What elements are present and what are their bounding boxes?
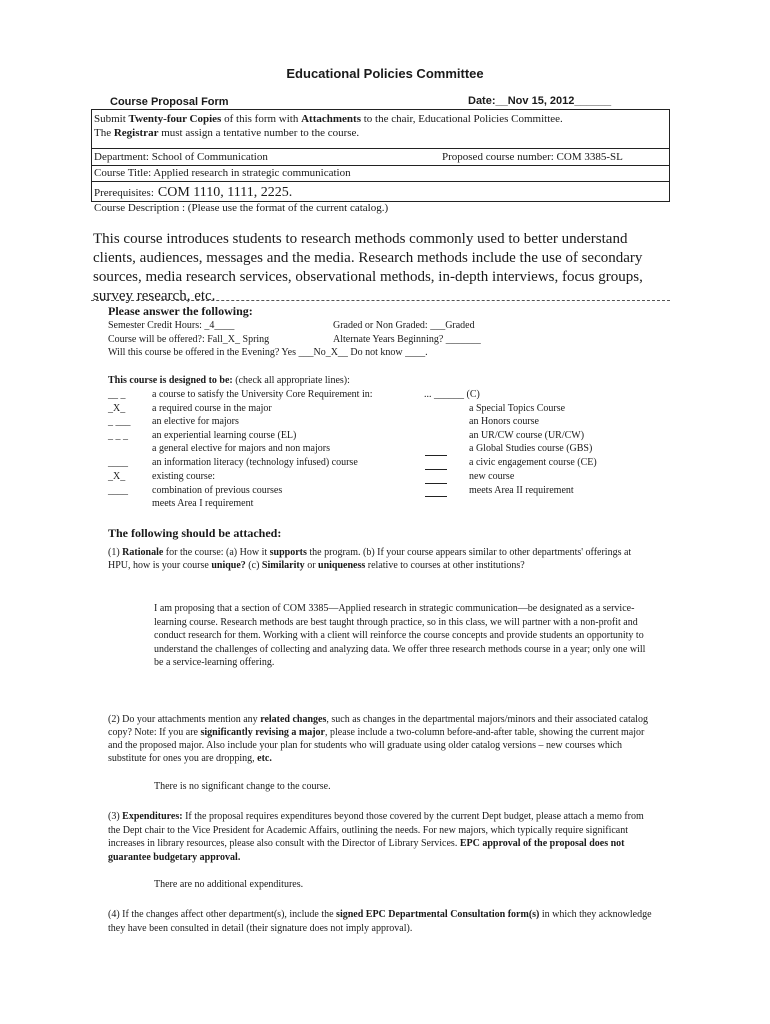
check-blank bbox=[425, 455, 447, 456]
check-mark: _X_ bbox=[108, 471, 126, 482]
check-blank bbox=[425, 483, 447, 484]
check-item: a Special Topics Course bbox=[469, 403, 566, 414]
check-mark: _X_ bbox=[108, 403, 126, 414]
credit-hours-field: Semester Credit Hours: _4____ bbox=[108, 320, 235, 331]
page-title: Educational Policies Committee bbox=[286, 66, 484, 81]
proposed-number-field: Proposed course number: COM 3385-SL bbox=[442, 151, 623, 163]
graded-field: Graded or Non Graded: ___Graded bbox=[333, 320, 475, 331]
item2-answer: There is no significant change to the course. bbox=[154, 781, 331, 792]
course-description: This course introduces students to research methods commonly used to better understand clients, audiences, messages and the media. Research methods include the use of secondary sources, media research services, observational methods, in-depth interviews, focus groups, survey research, etc. bbox=[93, 231, 643, 304]
check-item: new course bbox=[469, 471, 515, 482]
item3-expenditures: (3) Expenditures: If the proposal requires expenditures beyond those covered by the current Dept budget, please attach a memo from the Dept chair to the Vice President for Academic Affairs, outlining the needs. For new majors, which typically require significant increases in library resources, please also consult with the Director of Library Services. EPC approval of the proposal does not guarantee budgetary approval. bbox=[108, 811, 644, 863]
attached-heading: The following should be attached: bbox=[108, 526, 282, 540]
item1-answer: I am proposing that a section of COM 3385—Applied research in strategic communication—be designated as a service-learning course. Research methods are best taught through practice, so in this class, we will partner with a non-profit and conduct research for them. Working with a client will reinforce the course concepts and provide students an opportunity to understand the challenges of collecting and analyzing data. We offer three research methods course in a year; only one will be a service-learning offering. bbox=[154, 603, 646, 668]
check-item: an UR/CW course (UR/CW) bbox=[469, 430, 585, 441]
core-blank: ... ______ (C) bbox=[424, 389, 480, 400]
form-label: Course Proposal Form bbox=[110, 96, 229, 108]
divider bbox=[91, 181, 670, 182]
check-item: a course to satisfy the University Core Requirement in: bbox=[152, 389, 373, 400]
item3-answer: There are no additional expenditures. bbox=[154, 879, 304, 890]
description-label: Course Description : (Please use the format of the current catalog.) bbox=[94, 202, 389, 214]
submit-instruction-line2: The Registrar must assign a tentative number to the course. bbox=[94, 127, 360, 139]
submit-instruction-line1: Submit Twenty-four Copies of this form with Attachments to the chair, Educational Policies Committee. bbox=[94, 113, 563, 125]
alternate-years-field: Alternate Years Beginning? _______ bbox=[333, 334, 481, 345]
date-field: Date:__Nov 15, 2012______ bbox=[468, 95, 612, 107]
department-field: Department: School of Communication bbox=[94, 151, 268, 163]
check-item: combination of previous courses bbox=[152, 485, 283, 496]
check-mark: _ _ _ bbox=[108, 430, 128, 441]
description-bottom-border bbox=[91, 300, 670, 301]
check-item: a required course in the major bbox=[152, 403, 272, 414]
check-mark: __ _ bbox=[108, 389, 126, 400]
check-item: an Honors course bbox=[469, 416, 539, 427]
form-box-right-border bbox=[669, 109, 670, 202]
divider bbox=[91, 148, 670, 149]
check-blank bbox=[425, 496, 447, 497]
offered-field: Course will be offered?: Fall_X_ Spring bbox=[108, 334, 270, 345]
check-item: an experiential learning course (EL) bbox=[152, 430, 297, 441]
prerequisites-field: Prerequisites: COM 1110, 1111, 2225. bbox=[94, 185, 293, 200]
check-mark: ____ bbox=[108, 457, 128, 468]
item2-related-changes: (2) Do your attachments mention any related changes, such as changes in the departmental majors/minors and their associated catalog copy? Note: If you are significantly revising a major, please include a two-column before-and-after table, showing the current major and the proposed major. Also include your plan for students who will graduate using older catalog versions – new courses which substitute for ones you are dropping, etc. bbox=[108, 714, 648, 764]
check-item: a Global Studies course (GBS) bbox=[469, 443, 593, 454]
item1-rationale: (1) Rationale for the course: (a) How it supports the program. (b) If your course appears similar to other departments' offerings at HPU, how is your course unique? (c) Similarity or uniqueness relative to courses at other institutions? bbox=[108, 547, 632, 571]
check-blank bbox=[425, 469, 447, 470]
course-title-field: Course Title: Applied research in strategic communication bbox=[94, 167, 351, 179]
answer-heading: Please answer the following: bbox=[108, 304, 253, 318]
check-item: an information literacy (technology infused) course bbox=[152, 457, 358, 468]
check-item: meets Area I requirement bbox=[152, 498, 254, 509]
check-mark: ____ bbox=[108, 485, 128, 496]
divider bbox=[91, 165, 670, 166]
designed-heading: This course is designed to be: (check all appropriate lines): bbox=[108, 375, 350, 386]
item4-consultation: (4) If the changes affect other department(s), include the signed EPC Departmental Consultation form(s) in which they acknowledge they have been consulted in detail (their signature does not imply approval). bbox=[108, 909, 652, 934]
check-item: existing course: bbox=[152, 471, 216, 482]
check-item: an elective for majors bbox=[152, 416, 239, 427]
check-mark: _ ___ bbox=[108, 416, 131, 427]
check-item: a general elective for majors and non majors bbox=[152, 443, 330, 454]
evening-field: Will this course be offered in the Evening? Yes ___No_X__ Do not know ____. bbox=[108, 347, 428, 358]
form-box-left-border bbox=[91, 109, 92, 202]
check-item: meets Area II requirement bbox=[469, 485, 574, 496]
check-item: a civic engagement course (CE) bbox=[469, 457, 597, 468]
form-box-top-border bbox=[91, 109, 670, 110]
